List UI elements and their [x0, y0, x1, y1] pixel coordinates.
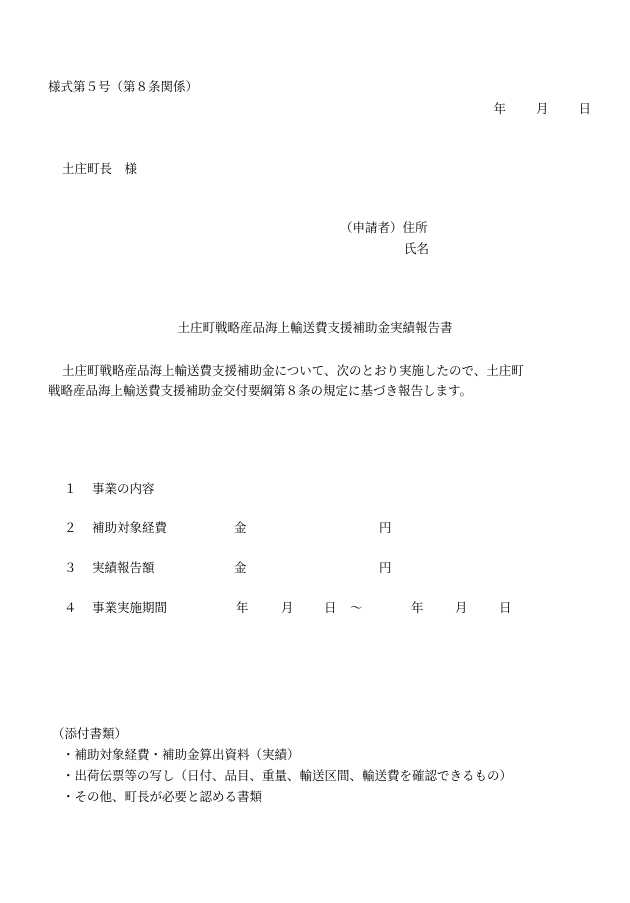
date-year: 年	[493, 101, 506, 116]
cost-suffix: 円	[379, 520, 392, 535]
applicant-name-label: 氏名	[404, 241, 430, 256]
applicant-address-label: （申請者）住所	[340, 220, 428, 235]
document-title: 土庄町戦略産品海上輸送費支援補助金実績報告書	[177, 320, 453, 335]
item-label: 事業実施期間	[92, 600, 168, 615]
date-day: 日	[578, 101, 591, 116]
period-end-year: 年	[411, 600, 424, 615]
period-tilde: ～	[350, 600, 363, 615]
date-line	[493, 103, 591, 116]
item-label: 事業の内容	[92, 481, 155, 496]
date-month: 月	[535, 101, 549, 116]
period-end-month: 月	[455, 600, 468, 615]
attachment-item: ・その他、町長が必要と認める書類	[62, 789, 263, 804]
item-subsidy-eligible-cost	[64, 522, 167, 535]
item-number: ２	[64, 520, 77, 535]
form-number: 様式第５号（第８条関係）	[48, 79, 199, 94]
period-start-month: 月	[281, 600, 294, 615]
item-implementation-period	[64, 602, 167, 615]
body-text	[48, 361, 604, 401]
attachments-heading: （添付書類）	[52, 726, 128, 741]
item-number: ４	[64, 600, 77, 615]
body-line-1: 土庄町戦略産品海上輸送費支援補助金について、次のとおり実施したので、土庄町	[62, 363, 524, 378]
cost-prefix: 金	[234, 520, 247, 535]
attachment-item: ・出荷伝票等の写し（日付、品目、重量、輸送区間、輸送費を確認できるもの）	[62, 768, 513, 783]
item-number: ３	[64, 560, 77, 575]
period-start-day: 日	[324, 600, 337, 615]
period-end-day: 日	[499, 600, 512, 615]
report-amount-prefix: 金	[234, 560, 247, 575]
period-start-year: 年	[236, 600, 249, 615]
item-number: １	[64, 481, 77, 496]
item-label: 補助対象経費	[92, 520, 168, 535]
attachments-section	[52, 723, 512, 807]
attachment-item: ・補助対象経費・補助金算出資料（実績）	[62, 747, 300, 762]
addressee: 土庄町長 様	[62, 161, 138, 176]
report-amount-suffix: 円	[379, 560, 392, 575]
body-line-2: 戦略産品海上輸送費支援補助金交付要綱第８条の規定に基づき報告します。	[48, 383, 473, 398]
item-label: 実績報告額	[92, 560, 155, 575]
item-report-amount	[64, 562, 155, 575]
item-business-content	[64, 483, 155, 496]
